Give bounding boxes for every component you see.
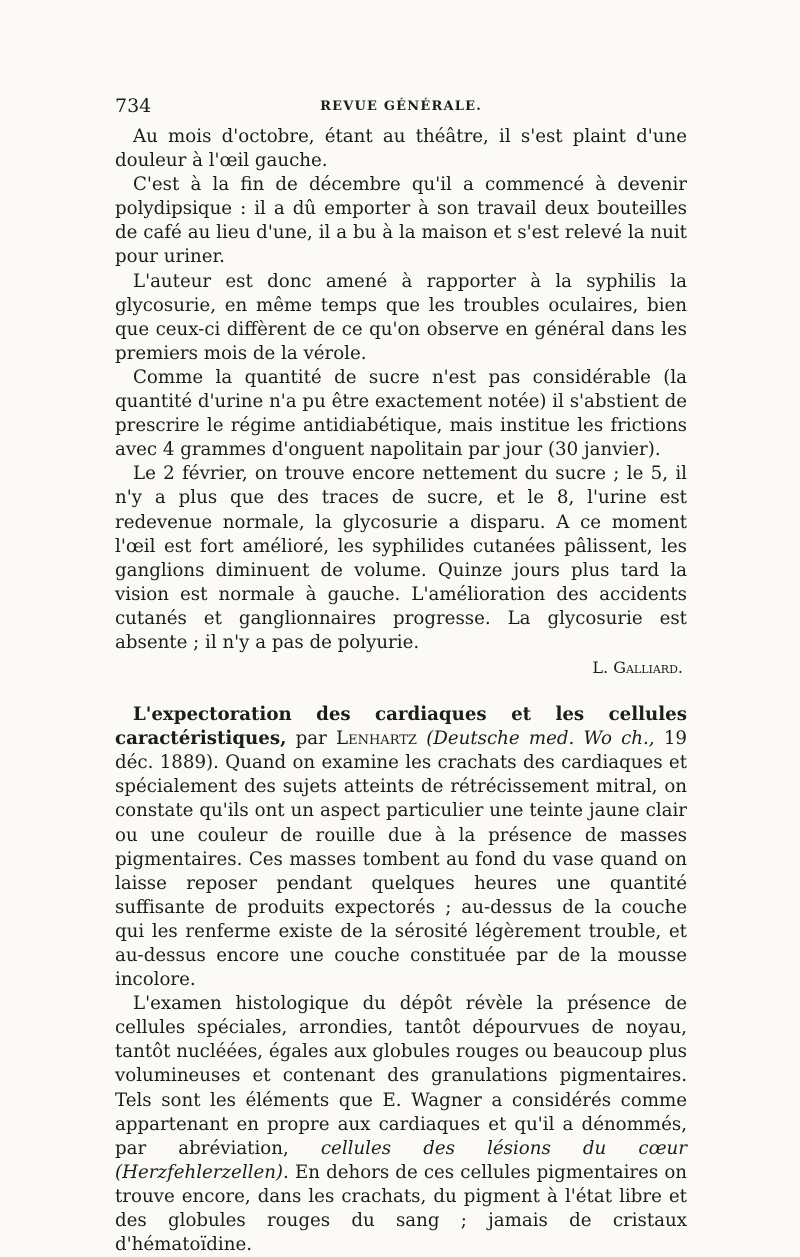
signature-name: Galliard. [613, 658, 683, 678]
paragraph-4: Comme la quantité de sucre n'est pas considérable (la quantité d'urine n'a pu être exactement notée) il s'abstient de prescrire le régime antidiabétique, mais institue les frictions avec 4 grammes d'onguent napolitain par jour (30 janvier). [115, 366, 687, 461]
article-p2-start: L'examen histologique du dépôt révèle la présence de cellules spéciales, arrondies, tantôt dépourvues de noyau, tantôt nucléées, égales aux globules rouges ou beaucoup plus volumineuses et contenant des granulations pigmentaires. Tels sont les éléments que E. Wagner a considérés comme appartenant en propre aux cardiaques et qu'il a dénommés, par abréviation, [115, 993, 687, 1159]
paragraph-5: Le 2 février, on trouve encore nettement du sucre ; le 5, il n'y a plus que des traces de sucre, et le 8, l'urine est redevenue normale, la glycosurie a disparu. A ce moment l'œil est fort amélioré, les syphilides cutanées pâlissent, les ganglions diminuent de volume. Quinze jours plus tard la vision est normale à gauche. L'amélioration des accidents cutanés et ganglionnaires progresse. La glycosurie est absente ; il n'y a pas de polyurie. [115, 463, 687, 653]
page-header [115, 95, 687, 125]
article-intro-paragraph [115, 703, 687, 992]
page [115, 95, 687, 1257]
paragraph-1: Au mois d'octobre, étant au théâtre, il s'est plaint d'une douleur à l'œil gauche. [115, 126, 687, 172]
article-p2-end: En dehors de ces cellules pigmentaires on trouve encore, dans les crachats, du pigment à l'état libre et des globules rouges du sang ; jamais de cristaux d'hématoïdine. [115, 1161, 687, 1256]
article-p2-term: cellules des lésions du cœur [320, 1137, 687, 1159]
article-p2-german-term: (Herzfehlerzellen). [115, 1161, 289, 1183]
running-title: REVUE GÉNÉRALE. [320, 99, 482, 114]
signature-initial: L. [592, 658, 609, 678]
article-title: L'expectoration des cardiaques et les cellules caractéristiques, [115, 704, 687, 750]
page-number: 734 [115, 95, 152, 117]
article-citation-date: 19 déc. 1889). [115, 728, 687, 774]
article-by: par [295, 728, 327, 750]
paragraph-2: C'est à la fin de décembre qu'il a commencé à devenir polydipsique : il a dû emporter à son travail deux bouteilles de café au lieu d'une, il a bu à la maison et s'est relevé la nuit pour uriner. [115, 174, 687, 268]
section-gap [115, 679, 687, 703]
article-paragraph-2 [115, 992, 687, 1257]
paragraph-3: L'auteur est donc amené à rapporter à la syphilis la glycosurie, en même temps que les troubles oculaires, bien que ceux-ci diffèrent de ce qu'on observe en général dans les premiers mois de la vérole. [115, 270, 687, 364]
article-citation-journal: (Deutsche med. Wo ch., [426, 728, 655, 750]
signature [115, 657, 687, 679]
article-author: Lenhartz [336, 728, 417, 750]
article-intro-text: Quand on examine les crachats des cardiaques et spécialement des sujets atteints de rétrécissement mitral, on constate qu'ils ont un aspect particulier une teinte jaune clair ou une couleur de rouille due à la présence de masses pigmentaires. Ces masses tombent au fond du vase quand on laisse reposer pendant quelques heures une quantité suffisante de produits expectorés ; au-dessus de la couche qui les renferme existe de la sérosité légèrement trouble, et au-dessus encore une couche constituée par de la mousse incolore. [115, 752, 687, 991]
